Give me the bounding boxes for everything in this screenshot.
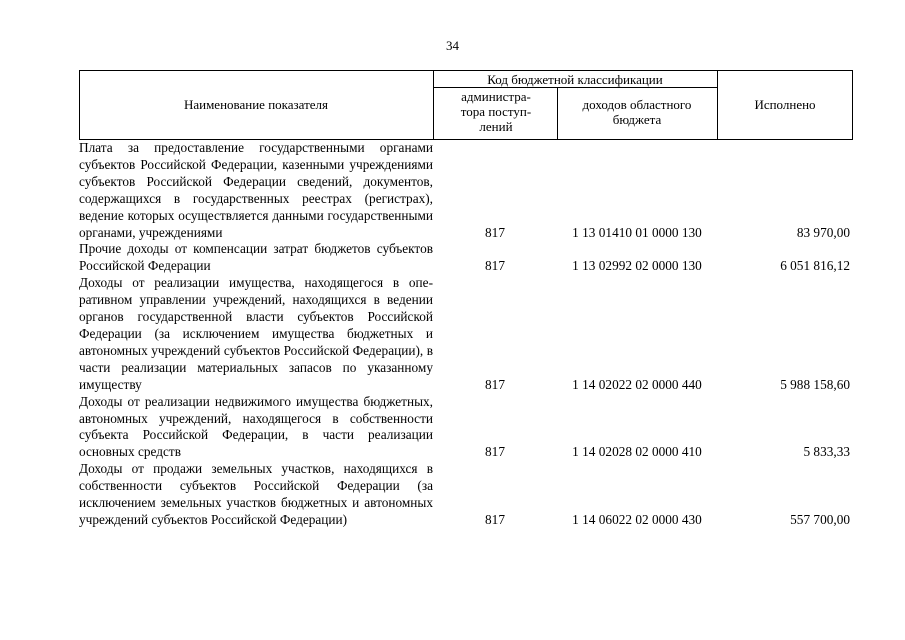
row-amount: 83 970,00: [796, 224, 850, 240]
row-budget-code: 1 13 02992 02 0000 130: [572, 258, 702, 274]
table-row: [79, 461, 853, 529]
row-name: Доходы от продажи земельных участков, находящихся в собственности субъектов Российской Федерации (за исключением земельных участков бюджетных и автономных учреждений субъектов Российской Федерации): [79, 461, 433, 527]
header-group-divider: [433, 87, 717, 88]
header-group: Код бюджетной классификации: [487, 72, 663, 87]
row-name: Доходы от реализации имущества, находящегося в оперативном управлении учреждений, находящихся в ведении органов государственной власти субъектов Российской Федерации (за исключением имущества бюджетных и автономных учреждений субъектов Российской Федерации), в части реализации материальных запасов по указанному имуществу: [79, 275, 433, 392]
row-admin-code: 817: [485, 511, 505, 527]
table-body: [79, 140, 853, 529]
row-admin-code: 817: [485, 376, 505, 392]
row-budget-code: 1 13 01410 01 0000 130: [572, 224, 702, 240]
row-name: Плата за предоставление государственными органами субъектов Российской Федерации, казенными учреждениями субъектов Российской Федерации сведений, документов, содержащихся в государственных реестрах (регистрах), ведение которых осуществляется данными государственными органами, учреждениями: [79, 140, 433, 240]
table-row: [79, 394, 853, 462]
row-admin-code: 817: [485, 444, 505, 460]
table-row: [79, 241, 853, 275]
row-name: Доходы от реализации недвижимого имущества бюджетных, автономных учреждений, находящегося в собственности субъекта Российской Федерации, в части реализации основных средств: [79, 393, 433, 460]
row-amount: 5 833,33: [803, 444, 850, 460]
row-budget-code: 1 14 02022 02 0000 440: [572, 376, 702, 392]
row-amount: 557 700,00: [790, 511, 850, 527]
header-code: доходов областного бюджета: [582, 97, 692, 127]
header-executed: Исполнено: [754, 97, 816, 112]
row-admin-code: 817: [485, 258, 505, 274]
table-header: [79, 70, 853, 140]
row-admin-code: 817: [485, 224, 505, 240]
row-budget-code: 1 14 02028 02 0000 410: [572, 444, 702, 460]
header-top-border: [79, 70, 853, 71]
row-name: Прочие доходы от компенсации затрат бюджетов субъектов Российской Федерации: [79, 241, 433, 274]
header-admin: администра- тора поступ- лений: [460, 89, 532, 134]
page-number: 34: [446, 38, 459, 53]
row-budget-code: 1 14 06022 02 0000 430: [572, 511, 702, 527]
row-amount: 5 988 158,60: [780, 376, 850, 392]
header-name: Наименование показателя: [183, 97, 329, 112]
row-amount: 6 051 816,12: [780, 258, 850, 274]
table-row: [79, 140, 853, 241]
table-row: [79, 275, 853, 393]
